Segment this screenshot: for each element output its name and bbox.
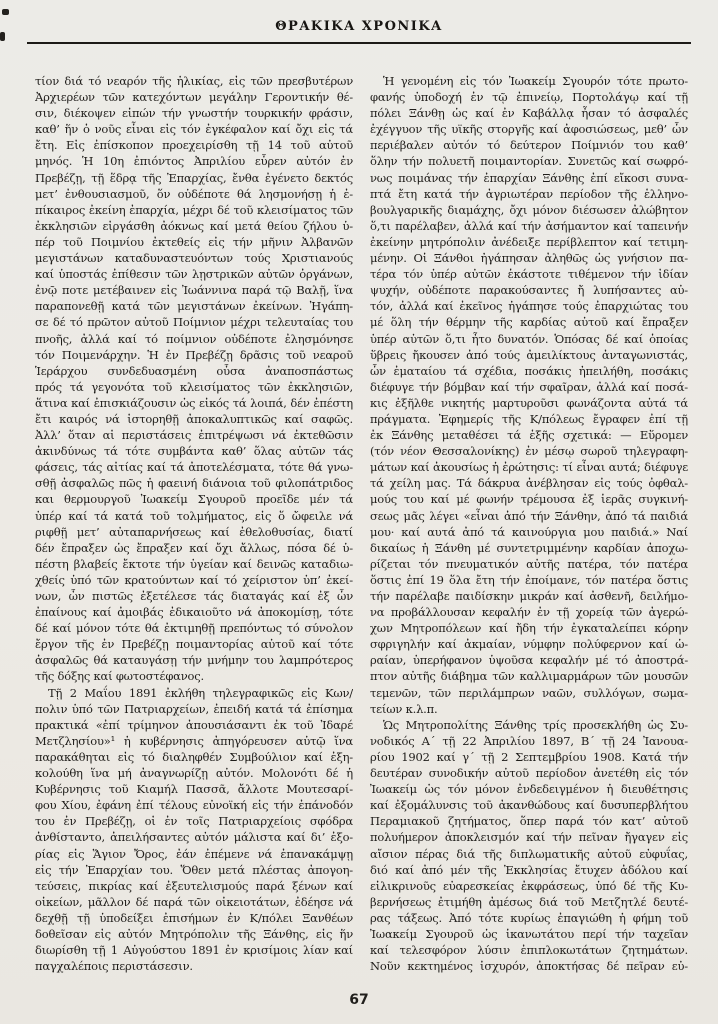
text-line: κις ἐξῆλθε νικητής μαρτυροῦσι φωνάζοντα αὐτά τά bbox=[370, 395, 688, 410]
scan-artifact bbox=[2, 9, 9, 15]
text-line: ἐπαίνους καί ἀμοιβάς ἐδικαιοῦτο νά ἀποκομίσῃ, τότε bbox=[35, 605, 353, 620]
text-line: ἔτη. Εἰς ἐπίσκοπον προεχειρίσθη τῇ 14 τοῦ αὐτοῦ bbox=[35, 138, 353, 153]
text-line: σε δέ τό πρῶτον αὐτοῦ Ποίμνιον μέχρι τελευταίας του bbox=[35, 315, 353, 330]
text-line: Τῇ 2 Μαΐου 1891 ἐκλήθη τηλεγραφικῶς εἰς Κων/ bbox=[48, 685, 353, 700]
text-line: ἀσφαλῶς θά καταυγάσῃ τήν μνήμην του λαμπρότερος bbox=[35, 653, 353, 668]
text-line: βερνήσεως ἐτιμήθη ἀμέσως διά τοῦ Μετζητλέ δευτέ- bbox=[370, 894, 688, 909]
text-line: πτον αὐτῆς διάβημα τῶν καλλιμαρμάρων τῶν μουσῶν bbox=[370, 669, 688, 684]
text-line: Μετζλησίου»¹ ἡ κυβέρνησις ἀπηγόρευσεν αὐτῷ ἵνα bbox=[35, 733, 353, 748]
text-line: πολιν ὑπό τῶν Πατριαρχείων, ἐπειδή κατά τά ἐπίσημα bbox=[35, 701, 353, 716]
text-line: φανής ὑποδοχή ἐν τῷ ἐπινείῳ, Πορτολάγῳ καί τῇ bbox=[370, 90, 688, 105]
text-line: ἐχέγγυον τῆς υϊκῆς στοργῆς καί ἀφοσιώσεως, μεθ’ ὧν bbox=[370, 122, 688, 137]
text-line: ἔτι καιρός νά ἱστορηθῇ ἀποκαλυπτικῶς καί σαφῶς. bbox=[35, 411, 353, 426]
text-line: Κυβέρνησις τοῦ Κιαμήλ Πασσᾶ, ἄλλοτε Μουτεσαρί- bbox=[35, 782, 353, 797]
text-line: πίκαιρος ἐκείνη ἐπαρχία, μέχρι δέ τοῦ κλεισίματος τῶν bbox=[35, 202, 353, 217]
text-line: μέ ὅλη τήν θέρμην τῆς καρδίας αὐτοῦ καί ἔπραξεν bbox=[370, 315, 688, 330]
text-line: πράγματα. Ἐφημερίς τῆς Κ/πόλεως ἔγραφεν ἐπί τῇ bbox=[370, 411, 688, 426]
text-line: καί τελεσφόρον λύσιν ἐπιπλοκωτάτων ζητημάτων. bbox=[370, 943, 688, 958]
text-line: τόν, ἀλλά καί ἐκεῖνος ἠγάπησε τούς ἐπαρχιώτας του bbox=[370, 299, 688, 314]
text-line: παρακάθηται εἰς τό διαληφθέν Συμβούλιον καί ἐξη- bbox=[35, 749, 353, 764]
text-line: σφριγηλήν καί ἀκμαίαν, νύμφην πολύφερνον καί ὡ- bbox=[370, 637, 688, 652]
text-line: τείων κ.λ.π. bbox=[370, 701, 438, 716]
text-line: ἅτινα καί ἐπισκιάζουσιν ὡς εἰκός τά λοιπά, δέν ἐπέστη bbox=[35, 395, 353, 410]
text-line: ἐκείνην μητρόπολιν ἀνέδειξε περίβλεπτον καί τετιμη- bbox=[370, 234, 688, 249]
text-line: πέρ τοῦ Ποιμνίου ἐκτεθείς εἰς τήν μῆνιν Ἀλβανῶν bbox=[35, 234, 353, 249]
text-line: τέρα τόν ὑπέρ αὐτῶν ἑκάστοτε τιθέμενον τήν ἰδίαν bbox=[370, 267, 688, 282]
text-line: πόλει Ξάνθῃ ὡς καί ἐν Καβάλλᾳ ἦσαν τό ἀσφαλές bbox=[370, 106, 688, 121]
text-line: μένην. Οἱ Ξάνθοι ἠγάπησαν ἀληθῶς ὡς γνήσιον πα- bbox=[370, 251, 688, 266]
text-line: ραίαν, ὑπερήφανον ὑψοῦσα κεφαλήν μέ τό ἀποστρά- bbox=[370, 653, 688, 668]
text-line: ρίζεται τόν πνευματικόν αὐτῆς πατέρα, τόν πατέρα bbox=[370, 556, 688, 571]
text-line: ἐκ Ξάνθης μεταθέσει τά ἑξῆς σχετικά: — Εὕρομεν bbox=[370, 428, 688, 443]
text-line: ἀνθίσταντο, ἀπειλήσαντες αὐτόν μάλιστα καί δι’ ἐξο- bbox=[35, 830, 353, 845]
text-line: πνοῆς, ἀλλά καί τό ποίμνιον οὐδέποτε ἐλησμόνησε bbox=[35, 331, 353, 346]
text-line: μετ’ ἐνθουσιασμοῦ, ὅν οὐδέποτε θά λησμονήσῃ ἡ ἐ- bbox=[35, 186, 353, 201]
text-line: διωρίσθη τῇ 1 Αὐγούστου 1891 ἐν κρισίμοις λίαν καί bbox=[35, 943, 353, 958]
text-line: μεγιστάνων καταδυναστευόντων τούς Χριστιανούς bbox=[35, 251, 353, 266]
text-line: πολυήμερον ἀποκλεισμόν καί τήν πεῖναν ἤγαγεν εἰς bbox=[370, 830, 688, 845]
text-column-right bbox=[370, 73, 688, 974]
text-line: τήν παρέλαβε παιδίσκην μικράν καί ἀσθενῆ, δειλήμο- bbox=[370, 589, 688, 603]
text-line: (τόν νέον Θεσσαλονίκης) ἐν μέσῳ σωροῦ τηλεγραφη- bbox=[370, 444, 688, 459]
text-line: Ὡς Μητροπολίτης Ξάνθης τρίς προσεκλήθη ὡς Συ- bbox=[383, 717, 688, 732]
text-line: ὅστις ἐπί 19 ὅλα ἔτη τήν ἐποίμανε, τόν πατέρα ὅστις bbox=[370, 572, 688, 587]
text-line: αἴσιον πέρας διά τῆς διπλωματικῆς αὐτοῦ εὐφυΐας, bbox=[370, 846, 688, 861]
text-line: τῆς δόξης καί φωτοστέφανος. bbox=[35, 669, 204, 684]
text-line: ρας τάξεως. Ἀπό τότε κυρίως ἐπαγιώθη ἡ φήμη τοῦ bbox=[370, 910, 688, 925]
text-line: εἰς τήν Ἐπαρχίαν του. Ὅθεν μετά πλέστας ἀπογοη- bbox=[35, 862, 353, 877]
text-line: εἰλικρινοῦς εὐαρεσκείας ἐκφράσεως, ὑπό δέ τῆς Κυ- bbox=[370, 878, 688, 893]
text-line: τεύσεις, πικρίας καί ἐξευτελισμούς παρά ξένων καί bbox=[35, 878, 353, 893]
text-line: τίον διά τό νεαρόν τῆς ἡλικίας, εἰς τῶν πρεσβυτέρων bbox=[35, 74, 353, 88]
text-line: μου· καί αυτά ἀπό τά καινούργια μου παιδιά.» Ναί bbox=[370, 524, 688, 539]
text-line: νοδικός Α΄ τῇ 22 Ἀπριλίου 1897, Β΄ τῇ 24 Ἰανουα- bbox=[370, 733, 688, 748]
text-line: Ἡ γενομένη εἰς τόν Ἰωακείμ Σγουρόν τότε πρωτο- bbox=[383, 74, 688, 88]
text-line: ὅλην τήν πολυετῆ ποιμαντορίαν. Συνετῶς καί σωφρό- bbox=[370, 154, 688, 169]
text-line: Περαμιακοῦ ζητήματος, ὅπερ παρά τόν κατ’ αὐτοῦ bbox=[370, 814, 688, 829]
text-line: Ἰωακείμ ὡς τόν μόνον ἐνδεδειγμένον ἡ διευθέτησις bbox=[370, 782, 688, 797]
text-line: ριφθῇ μετ’ αὐταπαρνήσεως καί ἐθελοθυσίας, διατί bbox=[35, 524, 353, 539]
text-line: βουλγαρικῆς διαμάχης, ὄχι μόνον διέσωσεν ἀλώβητον bbox=[370, 202, 688, 217]
text-line: πτά ἔτη κατά τήν ἀγριωτέραν περίοδον τῆς ἑλληνο- bbox=[370, 186, 688, 201]
text-line: του ἐν Πρεβέζῃ, οἱ ἐν τοῖς Πατριαρχείοις σφόδρα bbox=[35, 814, 353, 829]
text-line: διό καί ἀπό μέν τῆς Ἐκκλησίας ἔτυχεν ἀδόλου καί bbox=[370, 862, 688, 877]
text-line: παραπονεθῇ κατά τῶν μεγιστάνων ἐκείνων. Ἠγάπη- bbox=[35, 299, 353, 314]
text-line: φου Χίου, ἐφάνη ἐπί τέλους εὐνοϊκή εἰς τήν ἐπάνοδόν bbox=[35, 798, 353, 813]
text-line: ὕβρεις ἤκουσεν ἀπό τούς ἀμειλίκτους ἀνταγωνιστάς, bbox=[370, 347, 688, 362]
text-line: Ἀλλ’ ὅταν αἱ περιστάσεις ἐπιτρέψωσι νά ἐκτεθῶσιν bbox=[35, 428, 353, 443]
text-line: και θερμουργοῦ Ἰωακείμ Σγουροῦ προεῖδε μέν τά bbox=[35, 492, 353, 507]
text-line: μούς του καί μέ φωνήν τρέμουσα ἐξ ἱερᾶς συγκινή- bbox=[370, 492, 688, 507]
text-column-left bbox=[35, 73, 353, 974]
text-line: νως ποιμάνας τήν ἐπαρχίαν Ξάνθης ἐπί εἴκοσι συνα- bbox=[370, 170, 688, 185]
text-line: τεμενῶν, τῶν περιλάμπρων ναῶν, συλλόγων, σωμα- bbox=[370, 685, 688, 700]
text-line: σθῇ ἀσφαλῶς πῶς ἡ φαεινή διάνοια τοῦ φιλοπάτριδος bbox=[35, 476, 353, 491]
text-line: μηνός. Ἡ 10η ἐπιόντος Ἀπριλίου εὗρεν αὐτόν ἐν bbox=[35, 154, 353, 169]
text-line: πρός τά γεγονότα τοῦ κλεισίματος τῶν ἐκκλησιῶν, bbox=[35, 379, 353, 394]
text-line: ἐκκλησιῶν εἰργάσθη ἀόκνως καί μετά θείου ζήλου ὑ- bbox=[35, 218, 353, 233]
text-line: χθείς ὑπό τῶν κρατούντων καί τό χείριστον ὑπ’ ἐκεί- bbox=[35, 572, 353, 587]
text-line: ὅ,τι παρέλαβεν, ἀλλά καί τήν ἀσήμαντον καί ταπεινήν bbox=[370, 218, 688, 233]
text-line: ἀκινδύνως τά τότε συμβάντα καθ’ ὅλας αὐτῶν τάς bbox=[35, 444, 353, 459]
text-line: πέστη βλαβείς ἔκτοτε τήν ὑγείαν καί δεινῶς καταδιω- bbox=[35, 556, 353, 571]
text-line: ρίας εἰς Ἅγιον Ὄρος, ἐάν ἐπέμενε νά ἐπανακάμψῃ bbox=[35, 846, 353, 861]
text-line: καί ὑποστάς ἐπίθεσιν τῶν λῃστρικῶν αὐτῶν ὀργάνων, bbox=[35, 267, 353, 282]
text-line: οἰκείων, μᾶλλον δέ παρά τῶν οἰκειοτάτων, ἐδέησε νά bbox=[35, 894, 353, 909]
text-line: μάτων καί ἀκουσίως ἡ ἐρώτησις: τί εἶναι αυτά; διέφυγε bbox=[370, 460, 688, 475]
text-line: διέφυγε τήν βόμβαν καί τήν σφαῖραν, ἀλλά καί ποσά- bbox=[370, 379, 688, 394]
text-line: φάσεις, τάς αἰτίας καί τά ἀποτελέσματα, τότε θά γνω- bbox=[35, 460, 353, 475]
text-line: κολούθη ἵνα μή ἀναγνωρίζῃ αὐτόν. Μολονότι δέ ἡ bbox=[35, 766, 353, 781]
text-line: ὑπέρ αὐτῶν ὅ,τι ἦτο δυνατόν. Ὁπόσας δέ καί ὁποίας bbox=[370, 331, 688, 346]
text-line: Ἰωακείμ Σγουροῦ ὡς ἱκανωτάτου περί τήν ταχεῖαν bbox=[370, 926, 688, 941]
page-footer bbox=[0, 989, 718, 1008]
text-line: σεως μᾶς λέγει «εἶναι ἀπό τήν Ξάνθην, ἀπό τά παιδιά bbox=[370, 508, 688, 523]
running-head-title: ΘΡΑΚΙΚΑ ΧΡΟΝΙΚΑ bbox=[275, 19, 443, 34]
text-line: Ἀρχιερέων τῶν κατεχόντων μεγάλην Γεροντικήν θέ- bbox=[35, 90, 353, 105]
page-header bbox=[0, 0, 718, 44]
text-line: ὑπέρ καί τά κατά τοῦ τολμήματος, εἰς ὅ ὤφειλε νά bbox=[35, 508, 353, 523]
text-line: τά χείλη μας. Τά δάκρυα ἀνέβλησαν εἰς τούς ὀφθαλ- bbox=[370, 476, 688, 491]
text-line: τόν Ποιμενάρχην. Ἡ ἐν Πρεβέζῃ δρᾶσις τοῦ νεαροῦ bbox=[35, 347, 353, 362]
text-line: δεχθῇ τῇ ὑποδείξει ἐπισήμων ἐν Κ/πόλει Ξανθέων bbox=[35, 910, 353, 925]
text-line: δικαίως ἡ Ξάνθη μέ συντετριμμένην καρδίαν ἀποχω- bbox=[370, 540, 688, 555]
text-line: νων, ὧν πιστῶς ἐξετέλεσε τάς διαταγάς καί ἐξ ὧν bbox=[35, 589, 353, 603]
page-number: 67 bbox=[349, 992, 369, 1008]
text-line: ἐνῷ ποτε μετέβαινεν εἰς Ἰωάννινα παρά τῷ Βαλῇ, ἵνα bbox=[35, 283, 353, 298]
article-body bbox=[0, 44, 718, 974]
text-line: δοθεῖσαν εἰς αὐτόν Μητρόπολιν τῆς Ξάνθης, εἰς ἥν bbox=[35, 926, 353, 941]
text-line: δέν ἔπραξεν ὡς ἔπραξεν καί ὄχι ἄλλως, πόσα δέ ὑ- bbox=[35, 540, 353, 555]
text-line: δευτέραν συνοδικήν αὐτοῦ περίοδον ἀνετέθη εἰς τόν bbox=[370, 766, 688, 781]
text-line: ἔργον τῆς ἐν Πρεβέζῃ ποιμαντορίας αὐτοῦ καί τότε bbox=[35, 637, 353, 652]
text-line: Πρεβέζῃ, τῇ ἕδρᾳ τῆς Ἐπαρχίας, ἔνθα ἐγένετο δεκτός bbox=[35, 170, 353, 185]
text-line: δέ καί μόνον τότε θά ἐκτιμηθῇ πρεπόντως τό σύνολον bbox=[35, 621, 353, 636]
text-line: καί ἐξομάλυνσις τοῦ ἀκανθώδους καί δυσυπερβλήτου bbox=[370, 798, 688, 813]
text-line: παγχαλέποις περιστάσεσιν. bbox=[35, 959, 193, 974]
text-line: πρακτικά «ἐπί τρίμηνον ἀπουσιάσαντι ἐκ τοῦ Ἰδαρέ bbox=[35, 717, 353, 732]
text-line: Νοῦν κεκτημένος ἰσχυρόν, ἀποκτήσας δέ πεῖραν εὐ- bbox=[370, 959, 688, 974]
text-line: ρίου 1902 καί γ΄ τῇ 2 Σεπτεμβρίου 1908. Κατά τήν bbox=[370, 749, 688, 764]
text-line: σιν, διέκοψεν εἰπών τήν γνωστήν τουρκικήν φράσιν, bbox=[35, 106, 353, 121]
text-line: περιέβαλεν αὐτόν τό δεύτερον Ποίμνιόν του καθ’ bbox=[370, 138, 688, 153]
text-line: Ἱεράρχου συνδεδυασμένη οὖσα ἀναποσπάστως bbox=[35, 363, 353, 378]
scan-artifact bbox=[0, 32, 5, 41]
text-line: καθ’ ἥν ὁ νοῦς εἶναι εἰς τόν ἐγκέφαλον καί ὄχι εἰς τά bbox=[35, 122, 353, 137]
text-line: ὧν ἐματαίου τά σχέδια, ποσάκις ἠπειλήθη, ποσάκις bbox=[370, 363, 688, 378]
text-line: να προβάλλουσαν κεφαλήν ἐν τῇ χορείᾳ τῶν ἀγερώ- bbox=[370, 605, 688, 620]
text-line: ψυχήν, οὐδέποτε παρακούσαντες ἤ λυπήσαντες αὐ- bbox=[370, 283, 688, 298]
text-line: χων Μητροπόλεων καί ἤδη τήν ἐγκαταλείπει κόρην bbox=[370, 621, 688, 636]
